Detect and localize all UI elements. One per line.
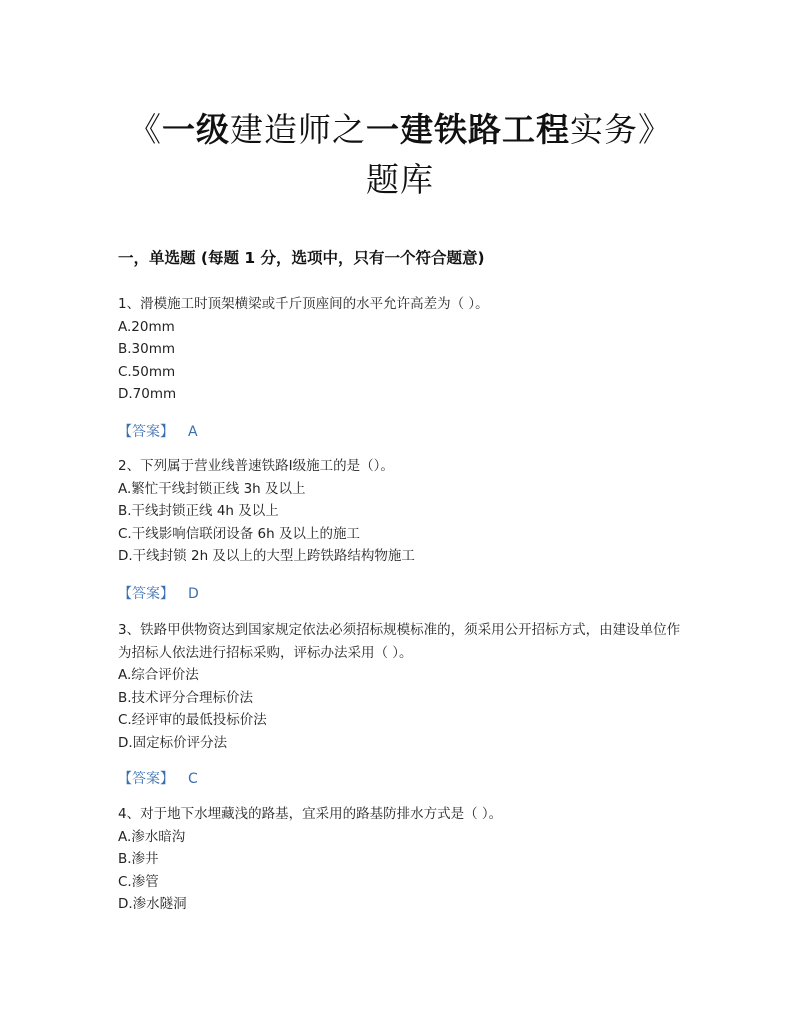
document-title-line2: 题库 bbox=[366, 160, 434, 199]
question-2 bbox=[118, 455, 688, 568]
question-4 bbox=[118, 803, 688, 916]
title-part: 工程 bbox=[502, 110, 570, 149]
answer-value: C bbox=[188, 771, 198, 787]
title-part: 《 bbox=[128, 110, 162, 149]
answer-label: 【答案】 bbox=[118, 586, 174, 602]
document-title-line1 bbox=[0, 110, 800, 150]
option-b: B.渗井 bbox=[118, 851, 159, 867]
question-3 bbox=[118, 619, 688, 754]
title-part: 铁路 bbox=[434, 110, 502, 149]
question-1 bbox=[118, 293, 688, 406]
option-a: A.20mm bbox=[118, 318, 175, 335]
option-c: C.渗管 bbox=[118, 873, 159, 890]
option-a: A.综合评价法 bbox=[118, 667, 199, 683]
answer-1 bbox=[118, 421, 198, 441]
answer-label: 【答案】 bbox=[118, 771, 174, 787]
answer-label: 【答案】 bbox=[118, 424, 174, 440]
option-c: C.干线影响信联闭设备 6h 及以上的施工 bbox=[118, 525, 360, 542]
option-c: C.50mm bbox=[118, 363, 176, 380]
section-heading: 一，单选题 (每题 1 分，选项中，只有一个符合题意) bbox=[118, 249, 485, 267]
option-d: D.70mm bbox=[118, 386, 177, 402]
title-part: 建造 bbox=[230, 110, 298, 149]
answer-value: D bbox=[188, 586, 199, 602]
option-b: B.30mm bbox=[118, 341, 176, 357]
option-d: D.固定标价评分法 bbox=[118, 734, 228, 751]
title-part: 一级 bbox=[162, 110, 230, 149]
title-part: 师之 bbox=[298, 110, 366, 149]
question-stem: 4、对于地下水埋藏浅的路基，宜采用的路基防排水方式是（ ）。 bbox=[118, 806, 503, 822]
answer-2 bbox=[118, 583, 199, 603]
option-a: A.繁忙干线封锁正线 3h 及以上 bbox=[118, 480, 306, 497]
title-part: 一建 bbox=[366, 110, 434, 149]
title-part: 》 bbox=[638, 110, 672, 149]
title-part: 实务 bbox=[570, 110, 638, 149]
answer-3 bbox=[118, 768, 198, 788]
option-b: B.技术评分合理标价法 bbox=[118, 689, 254, 706]
answer-value: A bbox=[188, 424, 198, 440]
option-d: D.干线封锁 2h 及以上的大型上跨铁路结构物施工 bbox=[118, 548, 415, 564]
question-stem: 1、滑模施工时顶架横梁或千斤顶座间的水平允许高差为（ ）。 bbox=[118, 296, 489, 312]
question-stem: 3、铁路甲供物资达到国家规定依法必须招标规模标准的，须采用公开招标方式，由建设单位作为招标人依法进行招标采购，评标办法采用（ ）。 bbox=[118, 622, 681, 661]
option-d: D.渗水隧洞 bbox=[118, 896, 187, 912]
question-stem: 2、下列属于营业线普速铁路Ⅰ级施工的是（）。 bbox=[118, 458, 394, 474]
option-c: C.经评审的最低投标价法 bbox=[118, 712, 267, 728]
option-b: B.干线封锁正线 4h 及以上 bbox=[118, 503, 279, 519]
option-a: A.渗水暗沟 bbox=[118, 828, 186, 845]
